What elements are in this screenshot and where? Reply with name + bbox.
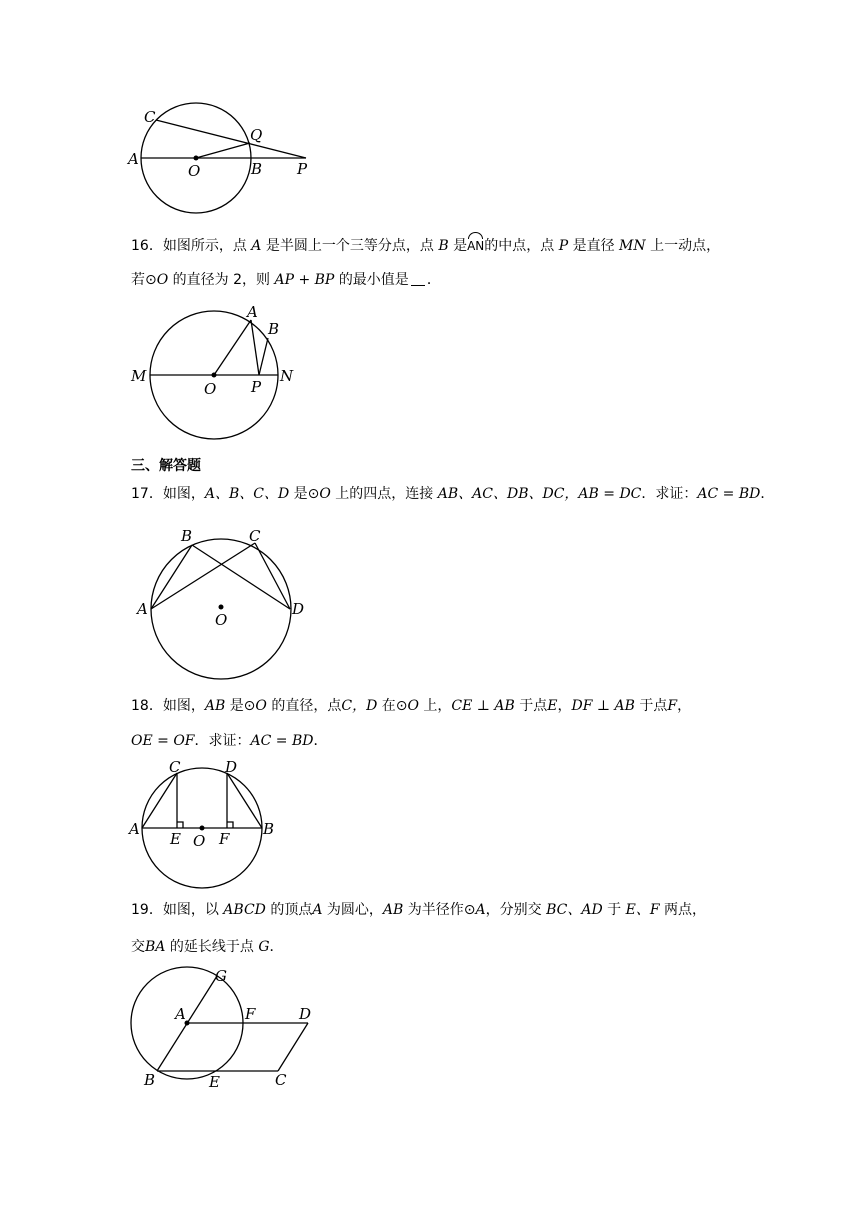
question-19-line1: 19．如图，以 ABCD 的顶点A 为圆心，AB 为半径作⊙A，分别交 BC、AD 于 E、F 两点， — [131, 902, 706, 918]
line-db — [227, 773, 262, 828]
label-o: O — [204, 380, 217, 398]
label-a: A — [247, 303, 258, 321]
label-a: A — [175, 1005, 186, 1023]
label-b: B — [263, 820, 275, 838]
line-ac — [142, 773, 177, 828]
line-ab — [151, 545, 192, 609]
line-cp — [156, 120, 306, 158]
center-dot — [212, 373, 217, 378]
label-m: M — [131, 367, 147, 385]
center-dot — [194, 156, 199, 161]
label-d: D — [225, 758, 238, 776]
line-dc — [278, 1023, 308, 1071]
figure-15 — [120, 100, 330, 220]
center-dot — [200, 826, 205, 831]
label-n: N — [280, 367, 294, 385]
label-q: Q — [250, 126, 263, 144]
question-16-line1: 16．如图所示，点 A 是半圆上一个三等分点，点 B 是AN的中点，点 P 是直径 MN 上一动点， — [131, 232, 831, 256]
label-d: D — [299, 1005, 312, 1023]
label-c: C — [144, 108, 156, 126]
question-16-line2: 若⊙O 的直径为 2，则 AP + BP 的最小值是 ． — [131, 272, 441, 288]
label-c: C — [169, 758, 181, 776]
figure-19 — [125, 967, 325, 1095]
label-e: E — [209, 1073, 220, 1091]
right-angle-f — [227, 822, 233, 828]
line-oq — [196, 143, 250, 158]
label-b: B — [251, 160, 263, 178]
center-dot — [219, 605, 224, 610]
figure-18 — [125, 758, 285, 893]
label-f: F — [245, 1005, 256, 1023]
answer-blank — [411, 271, 425, 286]
label-b: B — [268, 320, 280, 338]
label-a: A — [128, 150, 139, 168]
line-db — [192, 545, 290, 609]
label-o: O — [215, 611, 228, 629]
label-b: B — [144, 1071, 156, 1089]
question-19-line2: 交BA 的延长线于点 G． — [131, 939, 284, 955]
label-d: D — [292, 600, 305, 618]
label-o: O — [193, 832, 206, 850]
question-18-line2: OE = OF．求证：AC = BD． — [131, 733, 328, 749]
label-b: B — [181, 527, 193, 545]
arc-an: AN — [467, 232, 484, 256]
figure-16 — [125, 300, 305, 450]
line-dc — [255, 543, 290, 609]
label-c: C — [249, 527, 261, 545]
label-c: C — [275, 1071, 287, 1089]
label-p: P — [251, 378, 262, 396]
label-a: A — [137, 600, 148, 618]
line-oa — [214, 320, 251, 375]
label-g: G — [215, 967, 227, 985]
figure-17 — [135, 525, 315, 680]
section-heading: 三、解答题 — [131, 458, 201, 474]
right-angle-e — [177, 822, 183, 828]
label-p: P — [297, 160, 308, 178]
question-18-line1: 18．如图，AB 是⊙O 的直径，点C，D 在⊙O 上，CE ⊥ AB 于点E，DF ⊥ AB 于点F， — [131, 698, 692, 714]
label-f: F — [219, 830, 230, 848]
question-17: 17．如图，A、B、C、D 是⊙O 上的四点，连接 AB、AC、DB、DC，AB = DC．求证：AC = BD． — [131, 486, 775, 502]
label-a: A — [129, 820, 140, 838]
line-bp — [259, 338, 268, 375]
label-o: O — [188, 162, 201, 180]
label-e: E — [170, 830, 181, 848]
